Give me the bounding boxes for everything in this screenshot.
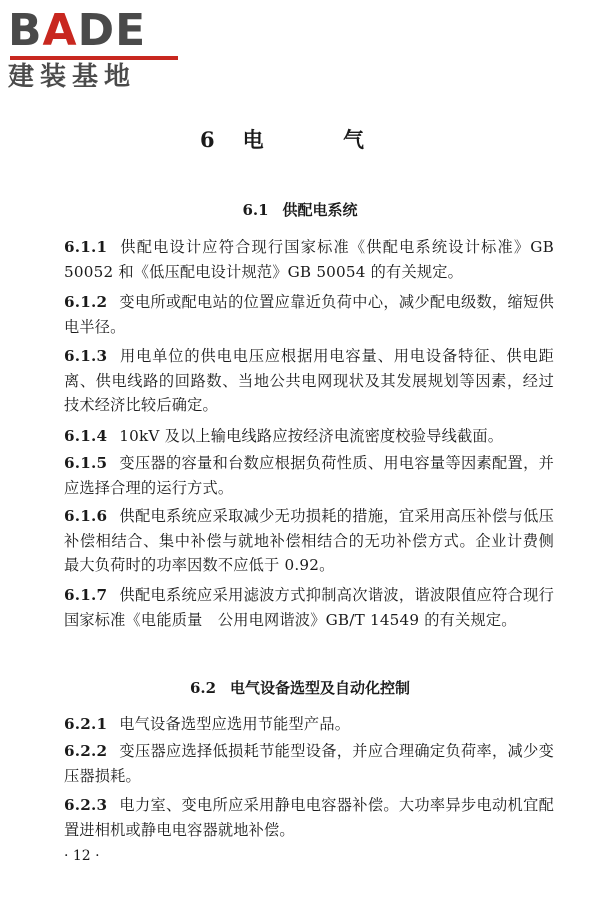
clause-number: 6.1.7 [64, 586, 108, 604]
clause-number: 6.1.4 [64, 427, 108, 445]
section-title: 电气设备选型及自动化控制 [230, 679, 411, 697]
clause-text: 10kV 及以上输电线路应按经济电流密度校验导线截面。 [119, 427, 504, 445]
page-number: · 12 · [64, 848, 100, 864]
chapter-title: 电 气 [242, 127, 400, 152]
clause-6-1-4 [64, 424, 554, 449]
clause-text: 电力室、变电所应采用静电电容器补偿。大功率异步电动机宜配置进相机或静电电容器就地补偿。 [64, 796, 554, 839]
clause-6-1-1 [64, 235, 554, 284]
clause-text: 供配电系统应采取减少无功损耗的措施，宜采用高压补偿与低压补偿相结合、集中补偿与就地补偿相结合的无功补偿方式。企业计费侧最大负荷时的功率因数不应低于 0.92。 [64, 507, 554, 574]
clause-text: 变压器的容量和台数应根据负荷性质、用电容量等因素配置，并应选择合理的运行方式。 [64, 454, 554, 497]
clause-6-2-2 [64, 739, 554, 788]
clause-text: 电气设备选型应选用节能型产品。 [119, 715, 351, 733]
clause-6-2-3 [64, 793, 554, 842]
clause-text: 供配电设计应符合现行国家标准《供配电系统设计标准》GB 50052 和《低压配电设计规范》GB 50054 的有关规定。 [64, 238, 554, 281]
clause-number: 6.1.1 [64, 238, 108, 256]
clause-text: 变压器应选择低损耗节能型设备，并应合理确定负荷率，减少变压器损耗。 [64, 742, 554, 785]
chapter-heading [0, 124, 600, 156]
logo-underline [10, 56, 178, 60]
clause-number: 6.2.2 [64, 742, 108, 760]
clause-6-1-5 [64, 451, 554, 500]
logo-wordmark: BADE [8, 5, 147, 56]
clause-number: 6.1.2 [64, 293, 108, 311]
clause-6-1-3 [64, 344, 554, 418]
section-number: 6.2 [189, 679, 217, 697]
section-heading-6-1 [0, 198, 600, 222]
chapter-number: 6 [200, 127, 243, 152]
clause-6-1-7 [64, 583, 554, 632]
clause-number: 6.1.6 [64, 507, 108, 525]
section-heading-6-2 [0, 676, 600, 700]
logo-chinese-name: 建装基地 [8, 62, 137, 92]
section-title: 供配电系统 [282, 201, 358, 219]
section-number: 6.1 [242, 201, 269, 219]
clause-6-1-6 [64, 504, 554, 578]
clause-number: 6.2.3 [64, 796, 108, 814]
clause-text: 用电单位的供电电压应根据用电容量、用电设备特征、供电距离、供电线路的回路数、当地公共电网现状及其发展规划等因素，经过技术经济比较后确定。 [64, 347, 554, 414]
brand-logo [8, 6, 188, 92]
clause-number: 6.1.3 [64, 347, 108, 365]
clause-number: 6.2.1 [64, 715, 108, 733]
clause-6-1-2 [64, 290, 554, 339]
clause-6-2-1 [64, 712, 554, 737]
clause-number: 6.1.5 [64, 454, 108, 472]
clause-text: 供配电系统应采用滤波方式抑制高次谐波，谐波限值应符合现行国家标准《电能质量 公用电网谐波》GB/T 14549 的有关规定。 [64, 586, 554, 629]
clause-text: 变电所或配电站的位置应靠近负荷中心，减少配电级数，缩短供电半径。 [64, 293, 554, 336]
